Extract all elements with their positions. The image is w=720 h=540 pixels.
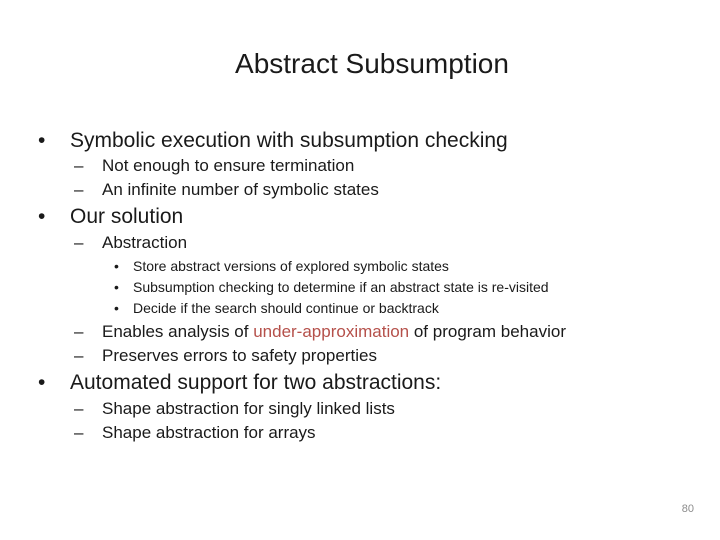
bullet-marker: • — [38, 371, 46, 394]
dash-marker: – — [74, 233, 84, 252]
slide-title: Abstract Subsumption — [235, 48, 509, 79]
sub-bullet-arrays: Shape abstraction for arrays — [102, 423, 316, 442]
sub-bullet-termination: Not enough to ensure termination — [102, 156, 355, 175]
sub-bullet-infinite-states: An infinite number of symbolic states — [102, 180, 379, 199]
sub-bullet-linked-lists: Shape abstraction for singly linked lists — [102, 399, 395, 418]
dash-marker: – — [74, 180, 84, 199]
sub-sub-bullet-marker: • — [114, 258, 119, 274]
bullet-our-solution: Our solution — [70, 205, 184, 228]
enables-analysis-suffix: of program behavior — [409, 322, 566, 341]
bullet-automated-support: Automated support for two abstractions: — [70, 371, 442, 394]
bullet-symbolic-execution: Symbolic execution with subsumption checking — [70, 129, 508, 152]
dash-marker: – — [74, 399, 84, 418]
sub-sub-bullet-marker: • — [114, 279, 119, 295]
dash-marker: – — [74, 423, 84, 442]
sub-sub-bullet-subsumption-checking: Subsumption checking to determine if an abstract state is re-visited — [133, 279, 549, 295]
page-number: 80 — [681, 503, 694, 515]
sub-sub-bullet-decide-search: Decide if the search should continue or backtrack — [133, 300, 439, 316]
sub-sub-bullet-store-abstract: Store abstract versions of explored symbolic states — [133, 258, 449, 274]
dash-marker: – — [74, 156, 84, 175]
bullet-marker: • — [38, 129, 46, 152]
sub-bullet-preserves-errors: Preserves errors to safety properties — [102, 346, 377, 365]
sub-bullet-enables-analysis — [102, 321, 566, 343]
sub-bullet-abstraction: Abstraction — [102, 233, 188, 252]
under-approximation-highlight: under-approximation — [253, 322, 410, 341]
bullet-marker: • — [38, 205, 46, 228]
dash-marker: – — [74, 322, 84, 341]
dash-marker: – — [74, 346, 84, 365]
enables-analysis-prefix: Enables analysis of — [102, 322, 254, 341]
sub-sub-bullet-marker: • — [114, 300, 119, 316]
